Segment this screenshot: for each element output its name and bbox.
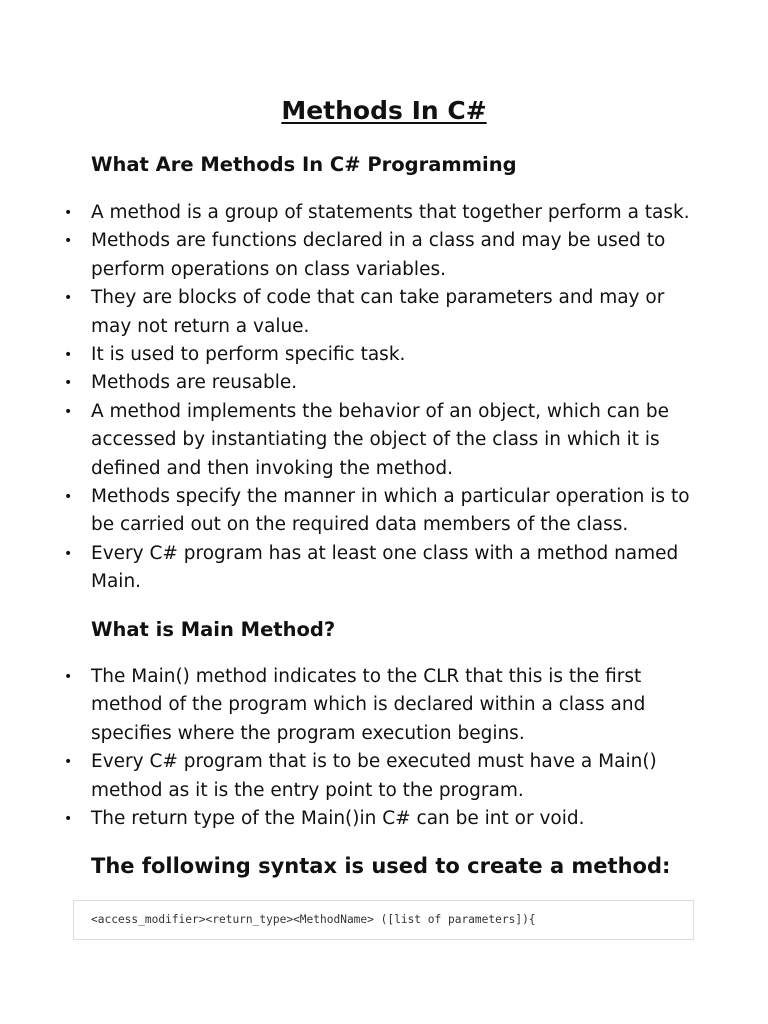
- list-item: [0, 483, 700, 540]
- bullet-icon: •: [64, 545, 73, 562]
- list-item-text: The Main() method indicates to the CLR that this is the first method of the program which is declared within a class and specifies where the program execution begins.: [91, 666, 646, 744]
- list-item-text: They are blocks of code that can take parameters and may or may not return a value.: [91, 287, 665, 337]
- list-item-text: A method implements the behavior of an object, which can be accessed by instantiating the object of the class in which it is defined and then invoking the method.: [91, 400, 669, 479]
- list-item: [0, 805, 700, 833]
- methods-bullet-list: [0, 199, 700, 597]
- bullet-icon: •: [64, 233, 73, 250]
- list-item: [0, 748, 700, 805]
- bullet-icon: •: [64, 669, 73, 685]
- list-item-text: Methods specify the manner in which a particular operation is to be carried out on the required data members of the class.: [91, 486, 690, 536]
- list-item: [0, 398, 700, 483]
- list-item: [0, 341, 700, 369]
- list-item: [0, 199, 700, 227]
- bullet-icon: •: [64, 375, 73, 392]
- list-item-text: Methods are functions declared in a class and may be used to perform operations on class variables.: [91, 230, 666, 280]
- bullet-icon: •: [64, 290, 73, 307]
- list-item-text: Every C# program that is to be executed must have a Main() method as it is the entry point to the program.: [91, 751, 657, 801]
- bullet-icon: •: [64, 205, 73, 221]
- list-item: [0, 227, 700, 284]
- list-item-text: It is used to perform specific task.: [91, 344, 406, 366]
- bullet-icon: •: [64, 811, 73, 828]
- list-item-text: Every C# program has at least one class with a method named Main.: [91, 542, 679, 593]
- page-title: Methods In C#: [281, 96, 487, 125]
- list-item-text: Methods are reusable.: [91, 372, 298, 394]
- list-item: [0, 284, 700, 341]
- main-method-bullet-list: [0, 663, 700, 833]
- list-item: [0, 663, 700, 748]
- section-heading-methods: What Are Methods In C# Programming: [91, 153, 517, 176]
- bullet-icon: •: [64, 489, 73, 506]
- list-item: [0, 369, 700, 397]
- list-item: [0, 540, 700, 597]
- bullet-icon: •: [64, 754, 73, 771]
- list-item-text: A method is a group of statements that together perform a task.: [91, 202, 690, 223]
- code-line: <access_modifier><return_type><MethodName> ([list of parameters]){: [91, 913, 536, 926]
- bullet-icon: •: [64, 347, 73, 364]
- section-heading-main-method: What is Main Method?: [91, 618, 336, 641]
- bullet-icon: •: [64, 403, 73, 420]
- list-item-text: The return type of the Main()in C# can be int or void.: [91, 808, 585, 830]
- code-block: [73, 900, 694, 940]
- section-heading-syntax: The following syntax is used to create a method:: [91, 854, 671, 878]
